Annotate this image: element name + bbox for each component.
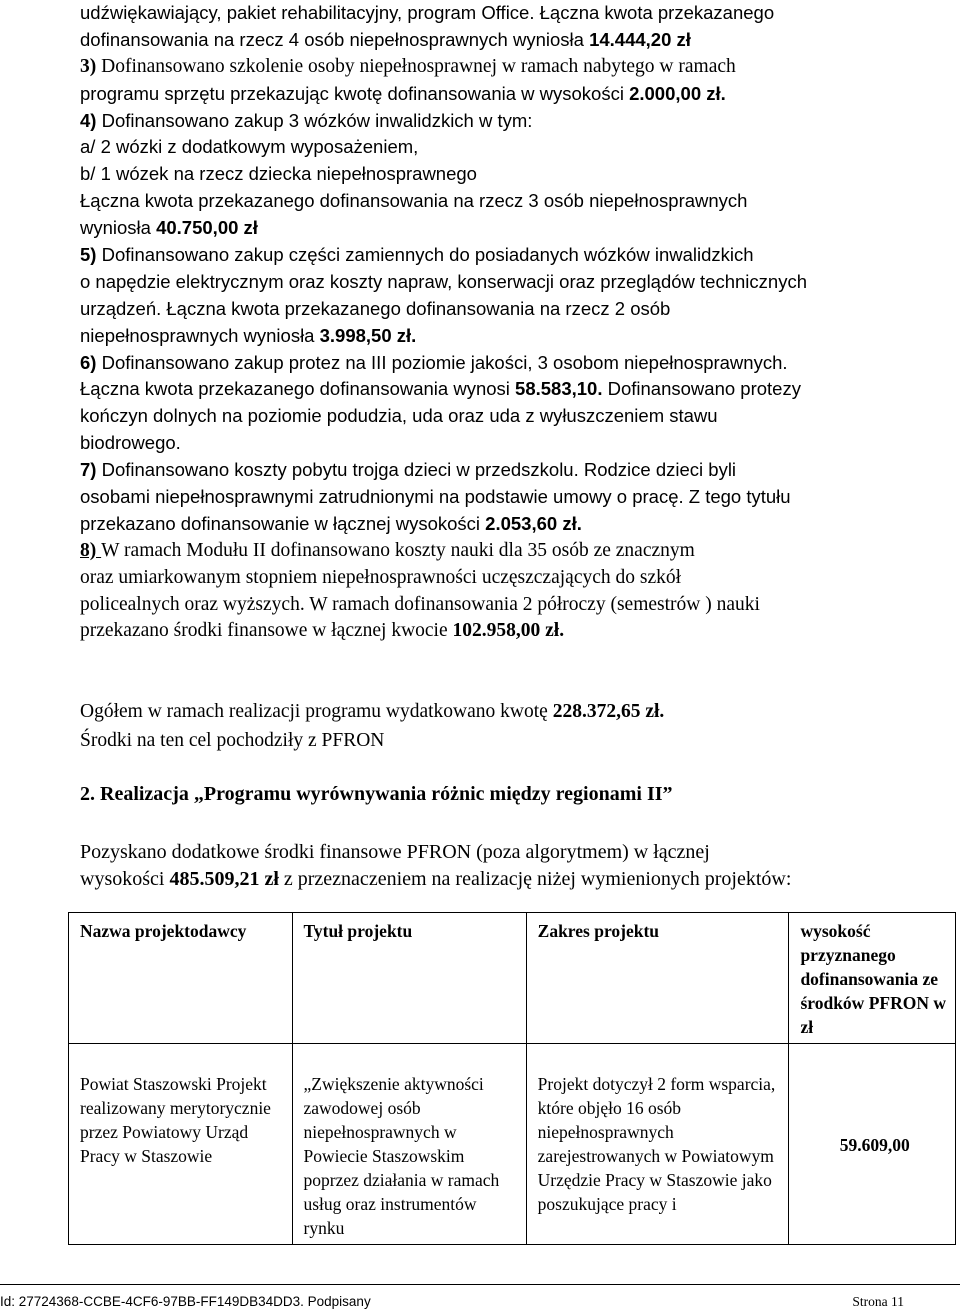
list-item-6: 6) Dofinansowano zakup protez na III poziomie jakości, 3 osobom niepełnosprawnych. bbox=[80, 351, 788, 373]
text-line: urządzeń. Łączna kwota przekazanego dofinansowania na rzecz 2 osób bbox=[80, 297, 671, 319]
text-line: przekazano środki finansowe w łącznej kwocie 102.958,00 zł. bbox=[80, 620, 565, 642]
summary-source-line: Środki na ten cel pochodziły z PFRON bbox=[80, 730, 385, 751]
text-line: kończyn dolnych na poziomie podudzia, uda oraz uda z wyłuszczeniem stawu bbox=[80, 405, 718, 427]
text-line: policealnych oraz wyższych. W ramach dofinansowania 2 półroczy (semestrów ) nauki bbox=[80, 593, 760, 615]
list-item-5: 5) Dofinansowano zakup części zamiennych do posiadanych wózków inwalidzkich bbox=[80, 244, 754, 266]
list-item-7: 7) Dofinansowano koszty pobytu trojga dzieci w przedszkolu. Rodzice dzieci byli bbox=[80, 459, 737, 481]
text-line: osobami niepełnosprawnymi zatrudnionymi na podstawie umowy o pracę. Z tego tytułu bbox=[80, 486, 791, 508]
text-line: programu sprzętu przekazując kwotę dofinansowania w wysokości 2.000,00 zł. bbox=[80, 82, 726, 104]
cell-title: „Zwiększenie aktywności zawodowej osób niepełnosprawnych w Powiecie Staszowskim poprzez działania w ramach usług oraz instrumentów rynku bbox=[292, 1044, 526, 1245]
text-line: Łączna kwota przekazanego dofinansowania wynosi 58.583,10. Dofinansowano protezy bbox=[80, 378, 801, 400]
list-item-3: 3) Dofinansowano szkolenie osoby niepełnosprawnej w ramach nabytego w ramach bbox=[80, 55, 736, 77]
cell-applicant: Powiat Staszowski Projekt realizowany merytorycznie przez Powiatowy Urząd Pracy w Staszowie bbox=[69, 1044, 293, 1245]
text-line: oraz umiarkowanym stopniem niepełnosprawności uczęszczających do szkół bbox=[80, 566, 682, 588]
text-line: niepełnosprawnych wyniosła 3.998,50 zł. bbox=[80, 324, 417, 346]
summary bbox=[80, 697, 664, 755]
section-heading: 2. Realizacja „Programu wyrównywania różnic między regionami II” bbox=[80, 783, 673, 805]
text-line: przekazano dofinansowanie w łącznej wysokości 2.053,60 zł. bbox=[80, 512, 582, 534]
footer-page-number: Strona 11 bbox=[852, 1294, 904, 1309]
text-line: o napędzie elektrycznym oraz koszty napraw, konserwacji oraz przeglądów technicznych bbox=[80, 270, 807, 292]
footer-divider bbox=[0, 1284, 960, 1285]
text-line: dofinansowania na rzecz 4 osób niepełnosprawnych wyniosła 14.444,20 zł bbox=[80, 28, 691, 50]
body-text bbox=[80, 0, 950, 645]
text-line: Łączna kwota przekazanego dofinansowania na rzecz 3 osób niepełnosprawnych bbox=[80, 190, 748, 212]
column-header: Tytuł projektu bbox=[292, 913, 526, 1044]
cell-amount: 59.609,00 bbox=[789, 1044, 956, 1245]
table-row bbox=[69, 1044, 956, 1245]
text-line: a/ 2 wózki z dodatkowym wyposażeniem, bbox=[80, 136, 419, 158]
text-line: b/ 1 wózek na rzecz dziecka niepełnosprawnego bbox=[80, 163, 477, 185]
footer-document-id: Id: 27724368-CCBE-4CF6-97BB-FF149DB34DD3. Podpisany bbox=[0, 1294, 371, 1309]
summary-total-line: Ogółem w ramach realizacji programu wydatkowano kwotę 228.372,65 zł. bbox=[80, 701, 665, 722]
column-header: wysokość przyznanego dofinansowania ze środków PFRON w zł bbox=[789, 913, 956, 1044]
column-header: Zakres projektu bbox=[526, 913, 789, 1044]
list-item-8: 8) W ramach Modułu II dofinansowano koszty nauki dla 35 osób ze znacznym bbox=[80, 539, 695, 561]
text-line: udźwiękawiający, pakiet rehabilitacyjny, program Office. Łączna kwota przekazanego bbox=[80, 2, 775, 23]
intro-paragraph bbox=[80, 839, 791, 892]
cell-scope: Projekt dotyczył 2 form wsparcia, które objęło 16 osób niepełnosprawnych zarejestrowanych w Powiatowym Urzędzie Pracy w Staszowie jako poszukujące pracy i bbox=[526, 1044, 789, 1245]
text-line: wyniosła 40.750,00 zł bbox=[80, 217, 258, 239]
projects-table bbox=[68, 912, 956, 1245]
table-header-row bbox=[69, 913, 956, 1044]
list-item-4: 4) Dofinansowano zakup 3 wózków inwalidzkich w tym: bbox=[80, 109, 533, 131]
intro-line: Pozyskano dodatkowe środki finansowe PFRON (poza algorytmem) w łącznej bbox=[80, 841, 710, 863]
column-header: Nazwa projektodawcy bbox=[69, 913, 293, 1044]
text-line: biodrowego. bbox=[80, 432, 181, 454]
intro-line: wysokości 485.509,21 zł z przeznaczeniem na realizację niżej wymienionych projektów: bbox=[80, 867, 792, 890]
